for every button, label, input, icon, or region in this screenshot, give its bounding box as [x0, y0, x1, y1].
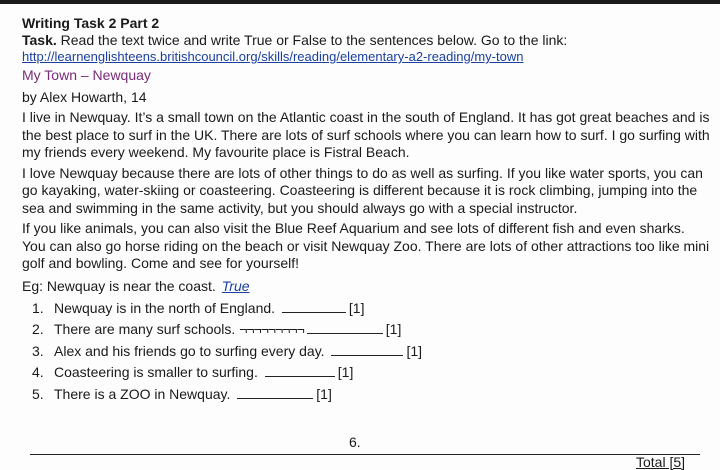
article-paragraph-1: I live in Newquay. It’s a small town on the Atlantic coast in the south of England. It has got great beaches and is the best place to surf in the UK. There are lots of surf schools where you can learn how to surf. I go surfing with my friends every weekend. My favourite place is Fistral Beach. — [22, 109, 710, 160]
example-text: Eg: Newquay is near the coast. — [22, 277, 216, 294]
answer-blank[interactable] — [331, 344, 403, 356]
stray-marks: ¬¬¬¬¬¬¬¬¬ — [239, 321, 304, 337]
question-text: Newquay is in the north of England. — [54, 299, 276, 316]
worksheet-title: Writing Task 2 Part 2 — [22, 15, 160, 31]
question-text: Coasteering is smaller to surfing. — [54, 364, 258, 380]
example-answer: True — [221, 277, 250, 294]
worksheet — [22, 15, 712, 405]
question-list — [22, 298, 712, 406]
task-label: Task. — [22, 32, 57, 48]
question-mark: [1] — [406, 342, 423, 359]
footer-rule — [30, 454, 700, 455]
example-sentence — [22, 277, 712, 295]
question-text: There are many surf schools. — [54, 321, 236, 337]
source-link[interactable]: http://learnenglishteens.britishcouncil.org/skills/reading/elementary-a2-reading/my-town — [22, 49, 524, 64]
total-score: Total [5] — [636, 454, 686, 470]
question-text: Alex and his friends go to surfing every day. — [54, 342, 325, 359]
question-item — [32, 384, 712, 406]
question-number: 2. — [32, 321, 44, 337]
question-number: 4. — [32, 364, 44, 380]
question-mark: [1] — [348, 299, 365, 316]
task-text: Read the text twice and write True or False to the sentences below. Go to the link: — [56, 32, 568, 48]
article-byline: by Alex Howarth, 14 — [22, 89, 147, 105]
question-number: 1. — [32, 299, 44, 316]
task-instructions — [22, 32, 712, 49]
answer-blank[interactable] — [265, 365, 335, 377]
item-six-label: 6. — [349, 434, 361, 450]
question-mark: [1] — [316, 385, 332, 402]
article-paragraph-3: If you like animals, you can also visit the Blue Reef Aquarium and see lots of different fish and even sharks. You can also go horse riding on the beach or visit Newquay Zoo. There are lots of other attractions too like mini golf and bowling. Come and see for yourself! — [22, 220, 710, 271]
article-title: My Town – Newquay — [22, 67, 151, 83]
answer-blank[interactable] — [307, 322, 383, 334]
answer-blank[interactable] — [282, 301, 346, 313]
answer-blank[interactable] — [237, 387, 313, 399]
question-number: 3. — [32, 342, 44, 359]
question-item — [32, 362, 712, 384]
article-paragraph-2: I love Newquay because there are lots of other things to do as well as surfing. If you like water sports, you can go kayaking, water-skiing or coasteering. Coasteering is different because it is rock climbing, jumping into the sea and swimming in the same activity, but you should always go with a special instructor. — [22, 164, 703, 216]
top-edge-bar — [0, 0, 720, 4]
question-number: 5. — [32, 385, 44, 402]
question-item — [32, 298, 712, 320]
question-item — [32, 341, 712, 363]
question-mark: [1] — [337, 364, 354, 380]
question-text: There is a ZOO in Newquay. — [54, 385, 231, 402]
question-mark: [1] — [385, 321, 402, 337]
question-item — [32, 319, 712, 341]
